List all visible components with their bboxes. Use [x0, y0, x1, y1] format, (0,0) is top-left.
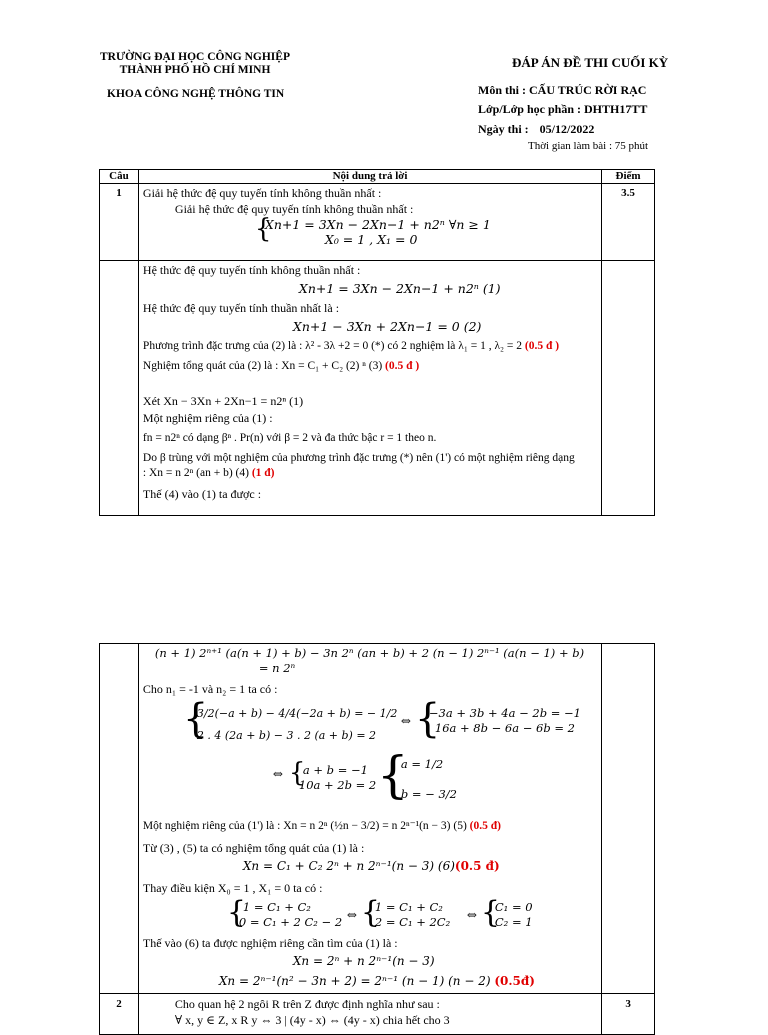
brace: {	[288, 758, 306, 788]
solution-line: Thay điều kiện X₀ = 1 , X₁ = 0 ta có :	[142, 881, 323, 895]
question-score: 3	[602, 994, 655, 1035]
solution-line: Do β trùng với một nghiệm của phương trình đặc trưng (*) nên (1') có một nghiệm riêng dạng	[142, 452, 575, 464]
particular-form-text: : Xn = n 2ⁿ (an + b) (4)	[142, 467, 249, 479]
constant-c2: C₂ = 1	[494, 915, 533, 929]
exam-date-label: Ngày thi :	[478, 122, 529, 136]
school-line-2: THÀNH PHỐ HỒ CHÍ MINH	[119, 64, 271, 76]
points-badge: (0.5 đ )	[385, 360, 420, 372]
particular-solution-text: Một nghiệm riêng của (1') là : Xn = n 2ⁿ (½n − 3/2) = n 2ⁿ⁻¹(n − 3) (5)	[142, 820, 467, 832]
empty-cell	[602, 261, 655, 516]
brace: {	[182, 696, 209, 742]
init-system-1-line-1: 1 = C₁ + C₂	[242, 900, 311, 914]
brace: {	[226, 895, 246, 930]
empty-cell	[100, 261, 139, 516]
solution-line: fn = n2ⁿ có dạng βⁿ . Pr(n) với β = 2 và đa thức bậc r = 1 theo n.	[142, 432, 437, 444]
q2-line-2: ∀ x, y ∈ Z, x R y ⇔ 3 | (4y - x) ⇔ (4y - x) chia hết cho 3	[174, 1013, 450, 1027]
question-score: 3.5	[602, 184, 655, 261]
points-badge: (0.5đ)	[494, 974, 535, 988]
school-name	[95, 51, 295, 77]
init-system-2-line-1: 1 = C₁ + C₂	[374, 900, 443, 914]
question-1-statement	[138, 184, 601, 261]
equation-1: Xn+1 = 3Xn − 2Xn−1 + n2ⁿ (1)	[298, 281, 501, 296]
solution-line: Thế (4) vào (1) ta được :	[142, 487, 262, 501]
class-code: Lớp/Lớp học phần : DHTH17TT	[478, 102, 648, 116]
equivalence-arrow: ⇔	[466, 908, 477, 922]
solution-line: Một nghiệm riêng của (1) :	[142, 411, 273, 425]
question-2-statement	[138, 994, 601, 1035]
system-2-line-2: 16a + 8b − 6a − 6b = 2	[434, 721, 575, 735]
solution-b: b = − 3/2	[400, 787, 457, 801]
particular-form	[143, 467, 275, 479]
brace: {	[414, 696, 441, 742]
question-number: 2	[100, 994, 139, 1035]
system-1-line-2: 2 . 4 (2a + b) − 3 . 2 (a + b) = 2	[196, 729, 377, 742]
init-system-1-line-2: 0 = C₁ + 2 C₂ − 2	[238, 915, 343, 929]
substitution-line-2: = n 2ⁿ	[258, 661, 296, 675]
system-1-line-1: 3/2(−a + b) − 4/4(−2a + b) = − 1/2	[196, 707, 398, 720]
final-equation-2-text: Xn = 2ⁿ⁻¹(n² − 3n + 2) = 2ⁿ⁻¹ (n − 1) (n − 2)	[218, 974, 491, 988]
brace: {	[480, 895, 500, 930]
particular-solution	[143, 818, 501, 832]
answer-table	[99, 169, 655, 516]
question-number: 1	[100, 184, 139, 261]
solution-line: Hệ thức đệ quy tuyến tính thuần nhất là :	[142, 301, 340, 315]
exam-date	[478, 122, 594, 137]
solution-line: Từ (3) , (5) ta có nghiệm tổng quát của (1) là :	[142, 841, 365, 855]
solution-line: Cho n₁ = -1 và n₂ = 1 ta có :	[142, 682, 278, 696]
constant-c1: C₁ = 0	[494, 900, 533, 914]
system-2-line-1: −3a + 3b + 4a − 2b = −1	[428, 706, 581, 720]
q1-title-2: Giải hệ thức đệ quy tuyến tính không thuần nhất :	[174, 202, 414, 216]
answer-table-continued	[99, 643, 655, 1035]
char-eq-text: Phương trình đặc trưng của (2) là : λ² - 3λ +2 = 0 (*) có 2 nghiệm là λ₁ = 1 , λ₂ = 2	[142, 340, 523, 352]
duration: Thời gian làm bài : 75 phút	[528, 140, 649, 152]
equivalence-arrow: ⇔	[272, 767, 283, 781]
equivalence-arrow: ⇔	[400, 714, 411, 728]
empty-cell	[602, 644, 655, 994]
header-question: Câu	[100, 170, 139, 184]
solution-a: a = 1/2	[400, 757, 444, 771]
brace: {	[376, 746, 409, 804]
general-solution-6	[243, 859, 500, 873]
brace: {	[254, 214, 272, 244]
solution-line: Thế vào (6) ta được nghiệm riêng cần tìm của (1) là :	[142, 936, 398, 950]
points-badge: (0.5 đ)	[454, 859, 500, 873]
q1-system-line-1: Xn+1 = 3Xn − 2Xn−1 + n2ⁿ ∀n ≥ 1	[264, 217, 491, 232]
equivalence-arrow: ⇔	[346, 908, 357, 922]
header-content: Nội dung trả lời	[138, 170, 601, 184]
substitution-line-1: (n + 1) 2ⁿ⁺¹ (a(n + 1) + b) − 3n 2ⁿ (an + b) + 2 (n − 1) 2ⁿ⁻¹ (a(n − 1) + b)	[154, 646, 585, 660]
system-3-line-2: 10a + 2b = 2	[298, 778, 377, 792]
doc-title: ĐÁP ÁN ĐỀ THI CUỐI KỲ	[512, 55, 669, 70]
general-solution-6-text: Xn = C₁ + C₂ 2ⁿ + n 2ⁿ⁻¹(n − 3) (6)	[242, 859, 455, 873]
solution-line: Xét Xn − 3Xn + 2Xn−1 = n2ⁿ (1)	[142, 394, 304, 408]
characteristic-equation	[143, 340, 559, 352]
q1-system-line-2: X₀ = 1 , X₁ = 0	[324, 232, 418, 247]
general-solution-text: Nghiệm tổng quát của (2) là : Xn = C₁ + C₂ (2) ⁿ (3)	[142, 360, 383, 372]
points-badge: (0.5 đ )	[524, 340, 560, 352]
header-score: Điểm	[602, 170, 655, 184]
empty-cell	[100, 644, 139, 994]
q2-line-1: Cho quan hệ 2 ngôi R trên Z được định nghĩa như sau :	[174, 997, 440, 1011]
brace: {	[360, 895, 380, 930]
q1-title-1: Giải hệ thức đệ quy tuyến tính không thuần nhất :	[142, 186, 382, 200]
final-equation-1: Xn = 2ⁿ + n 2ⁿ⁻¹(n − 3)	[292, 954, 435, 968]
final-equation-2	[219, 974, 535, 988]
question-1-solution-continued	[138, 644, 601, 994]
system-3-line-1: a + b = −1	[302, 763, 368, 777]
subject: Môn thi : CẤU TRÚC RỜI RẠC	[478, 83, 647, 97]
solution-line: Hệ thức đệ quy tuyến tính không thuần nhất :	[142, 263, 361, 277]
general-solution	[143, 360, 419, 372]
init-system-2-line-2: 2 = C₁ + 2C₂	[374, 915, 451, 929]
school-line-1: TRƯỜNG ĐẠI HỌC CÔNG NGHIỆP	[100, 51, 290, 63]
faculty-name: KHOA CÔNG NGHỆ THÔNG TIN	[107, 88, 285, 100]
question-1-solution	[138, 261, 601, 516]
equation-2: Xn+1 − 3Xn + 2Xn−1 = 0 (2)	[292, 319, 482, 334]
points-badge: (1 đ)	[251, 467, 275, 479]
points-badge: (0.5 đ)	[469, 820, 501, 832]
exam-date-value: 05/12/2022	[539, 122, 595, 136]
